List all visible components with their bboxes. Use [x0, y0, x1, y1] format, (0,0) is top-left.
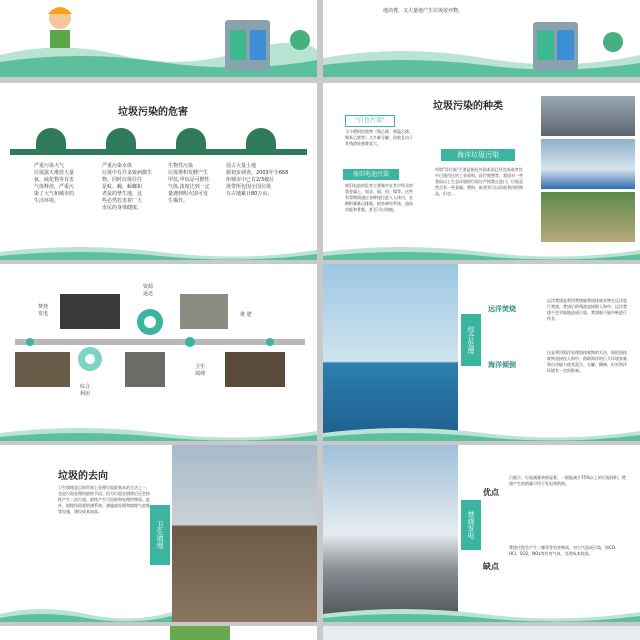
slide-2-text: 地消费，又大量地产生垃圾废弃物。: [383, 8, 464, 14]
text-white-pollution: 当今塑料包装物（聚乙烯、聚氯乙烯、聚苯乙烯等）大多难分解，回收且由于其残渣处理难度大。: [345, 129, 413, 146]
photo-bottles: [541, 139, 635, 189]
hill-decoration: [0, 604, 172, 622]
option-ocean-dumping: 海洋倾倒: [488, 361, 516, 369]
option-ocean-burning: 远洋焚烧: [488, 305, 516, 313]
hill-decoration: [323, 242, 640, 260]
photo-power-plant: [323, 445, 458, 622]
slide-4-thumbnail[interactable]: [323, 83, 640, 260]
text-pros: 占地少、垃圾减量效果显著，一般能减少75%以上的垃圾体积，焚烧产生的热量可用于发电和供热。: [509, 475, 626, 486]
photo-bulldozer: [172, 445, 317, 622]
slide-2-thumbnail[interactable]: [323, 0, 640, 77]
hill-decoration: [323, 423, 640, 441]
hill-decoration: [0, 423, 317, 441]
microphone-icon: [176, 128, 206, 155]
tag-battery-pollution: 废旧电池污染: [343, 169, 399, 180]
photo-plastic-waste: [541, 96, 635, 136]
link-icon: [106, 128, 136, 155]
slide-8-thumbnail[interactable]: [323, 445, 640, 622]
chat-icon: [246, 128, 276, 155]
slide-10-thumbnail[interactable]: [323, 626, 640, 640]
photo-partial: [170, 626, 230, 640]
label-comprehensive-use: 综合 利用: [80, 384, 91, 397]
side-label: 焚烧发电: [461, 500, 481, 550]
label-compost: 堆 肥: [240, 312, 252, 318]
text-ocean-burning: 远洋焚烧是利用焚烧船将固体废弃物在远洋进行焚烧，焚烧后的残渣直接倒入海中，远洋焚烧不会对陆地造成污染，焚烧船不能中断进行作业。: [547, 298, 627, 321]
slide-title: 垃圾污染的种类: [433, 101, 503, 112]
slide-9-thumbnail[interactable]: [0, 626, 317, 640]
side-label: 综合处理: [461, 314, 481, 366]
tag-white-pollution: "白色污染": [345, 115, 395, 127]
slide-title: 垃圾的去向: [58, 471, 108, 482]
label-resource-return: 资源 返还: [143, 284, 154, 297]
slide-3-thumbnail[interactable]: [0, 83, 317, 260]
tag-ocean-pollution: 海洋垃圾污染: [441, 149, 515, 161]
text-cons: 焚烧过程会产生二噁英等有害物质，对大气造成污染，如CO、HCl、SO2、NOx等有害气体，处理成本较高。: [509, 545, 619, 556]
label-sanitary-landfill: 卫生 填埋: [195, 364, 206, 377]
harm-col-1: 严重污染大气 垃圾露天堆放大量 氨、硫化物等有害 气体释放，严重污 染了大气和城市的 生活环境。: [34, 163, 75, 204]
landscape-illustration: [323, 0, 640, 77]
photo-trash-pile: [541, 192, 635, 242]
slide-6-thumbnail[interactable]: [323, 264, 640, 441]
text-ocean-dumping: 这是利用海洋处理固体废物的方法，即把固体废物直接投入海中，借助海洋的巨大环境容量和自净能力使其混合、分解、稀释，但对海洋环境有一定的影响。: [547, 350, 627, 373]
harm-col-2: 严重污染水体 垃圾中有许多致病微生 物，同时垃圾往往 是蚊、蝇、蟑螂和 老鼠的孳生地，这 些必然危害着广大 市民的身体健康。: [102, 163, 153, 211]
slide-5-thumbnail[interactable]: [0, 264, 317, 441]
location-pin-icons: [0, 264, 317, 441]
cons-label: 缺点: [483, 562, 499, 571]
text-battery-pollution: 废旧电池的危害主要集中在其中所含的重金属上，如汞、镉、铅、镍等。这些有毒物质通过各种途径进入人体内，长期积蓄难以排除，损害神经系统、造血功能和骨骼，甚至可以致癌。: [345, 183, 413, 212]
hill-decoration: [323, 604, 640, 622]
dropbox-icon: [36, 128, 66, 155]
harm-col-3: 生物性污染 垃圾堆积发酵产生 甲烷,甲烷是可燃性 气体,浓度达到一定 量遇到明火即可发 生爆炸。: [168, 163, 210, 204]
slide-title: 垃圾污染的危害: [118, 107, 188, 118]
harm-col-4: 侵占大量土地 据初步调查，2003年全668 座城市中已有2/3被垃 圾带所包围全国垃圾 存占地累计80万亩。: [226, 163, 289, 197]
pros-label: 优点: [483, 488, 499, 497]
hill-decoration: [0, 242, 317, 260]
side-label: 卫生填埋: [150, 505, 170, 565]
text-landfill: 卫生填埋是目前世界上处理垃圾最基本的方法之一，也是垃圾处理的最终手段。因为垃圾在填埋后还会持续产生二次污染，最终产生可回收和处理的物质。此外，填埋场需要防渗系统、渗滤液处理和填埋气收集等设施，建设成本较高。: [58, 485, 150, 514]
photo-sailing-ship: [323, 264, 458, 441]
cartoon-illustration: [0, 0, 317, 77]
slide-1-thumbnail[interactable]: [0, 0, 317, 77]
slide-7-thumbnail[interactable]: [0, 445, 317, 622]
label-burn-power: 焚烧 发电: [38, 304, 49, 317]
text-ocean-pollution: 所谓"洋垃圾"主要是指在外国本国已经完成或者其中已使用过的工业原料、医疗废物等。我国对一些类似以上生态环境的垃圾应严格禁止进口，垃圾虽然含有一些金属、塑料、纸类等可以回收利用的物品，但也...: [435, 167, 523, 196]
